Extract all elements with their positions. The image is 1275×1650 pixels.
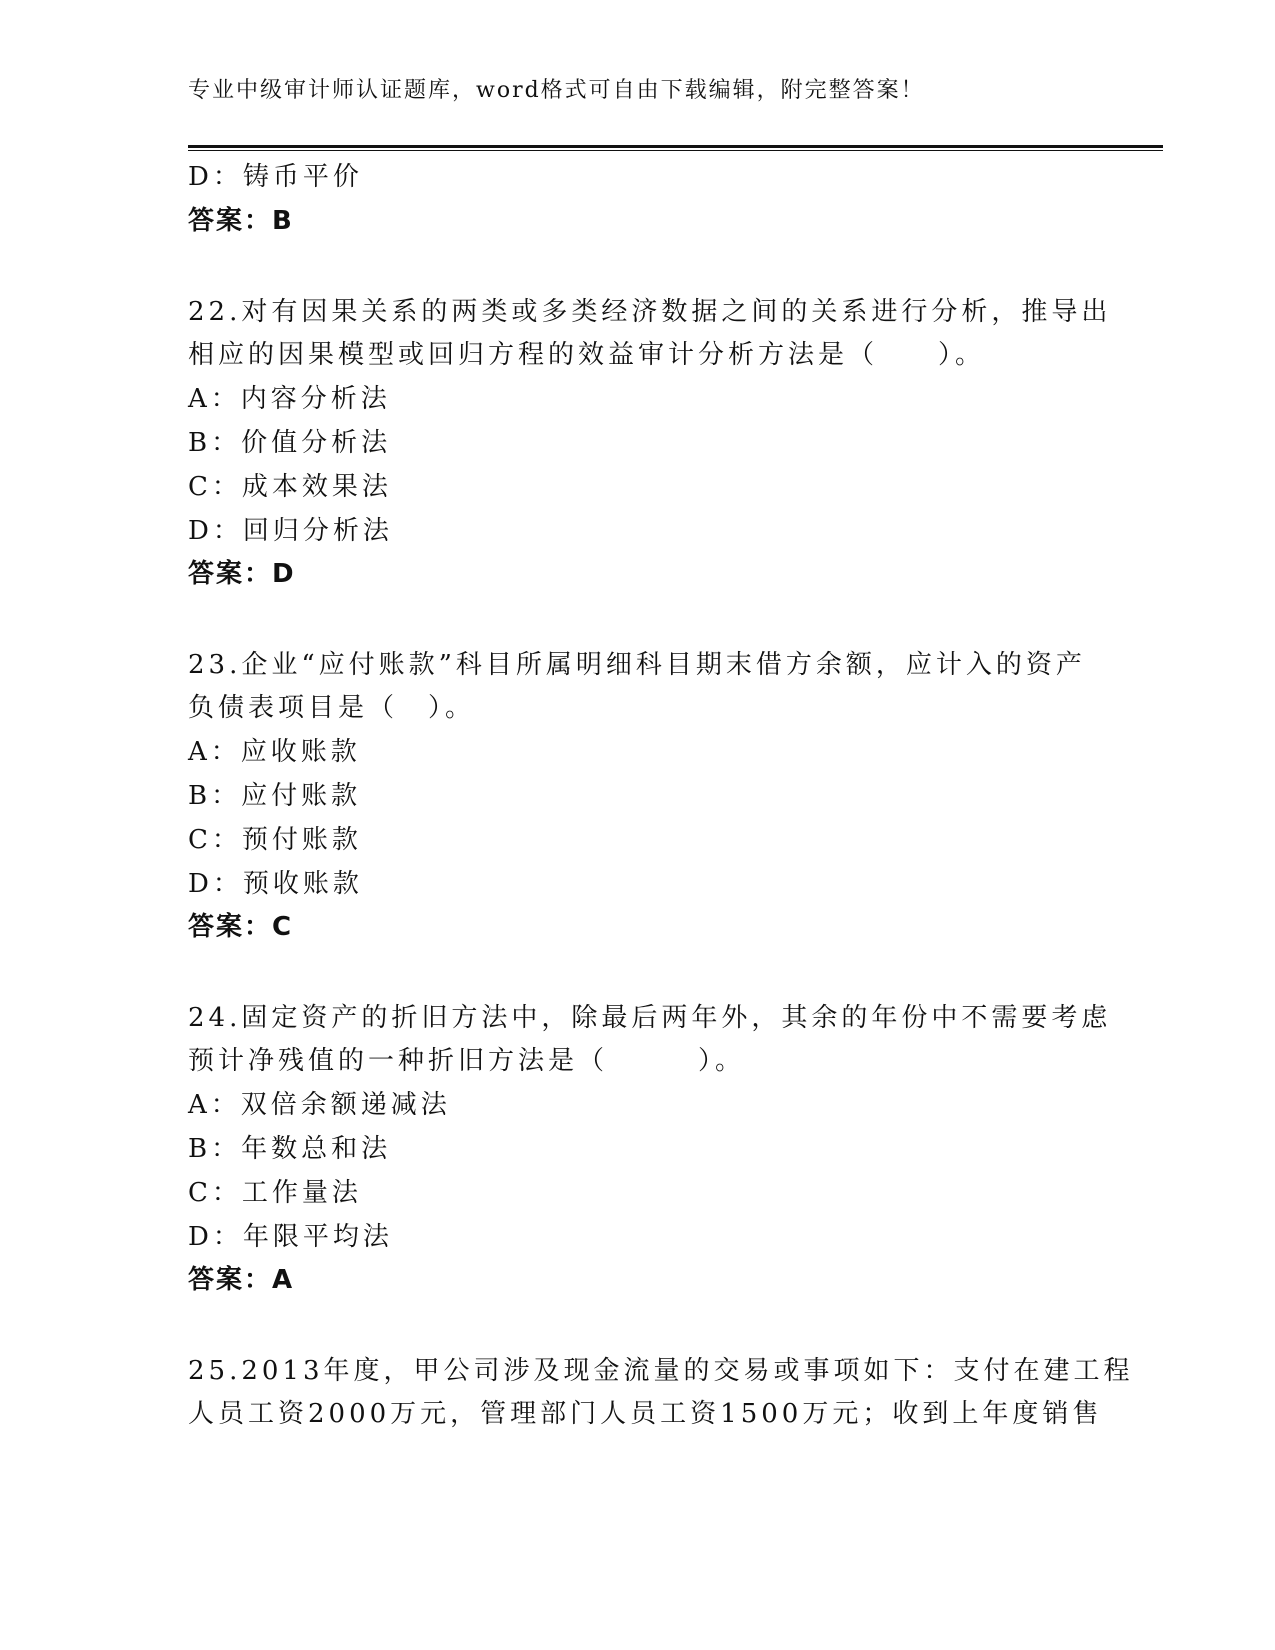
- q23-option-b: B：应付账款: [188, 781, 362, 811]
- q25-stem-line1: 25.2013年度，甲公司涉及现金流量的交易或事项如下：支付在建工程: [188, 1356, 1134, 1386]
- q21-option-d: D：铸币平价: [188, 162, 363, 192]
- header-divider: [188, 145, 1163, 148]
- page-header: 专业中级审计师认证题库，word格式可自由下载编辑，附完整答案！: [188, 78, 925, 103]
- q22-option-a: A：内容分析法: [188, 384, 391, 414]
- q22-answer: 答案：D: [188, 559, 296, 589]
- q23-option-a: A：应收账款: [188, 737, 361, 767]
- q24-option-d: D：年限平均法: [188, 1222, 393, 1252]
- q24-option-c: C：工作量法: [188, 1178, 362, 1208]
- q24-answer: 答案：A: [188, 1265, 295, 1295]
- q23-option-d: D：预收账款: [188, 869, 363, 899]
- q22-option-b: B：价值分析法: [188, 428, 392, 458]
- q24-option-a: A：双倍余额递减法: [188, 1090, 451, 1120]
- q23-stem-line1: 23.企业“应付账款”科目所属明细科目期末借方余额，应计入的资产: [188, 650, 1086, 680]
- q22-option-d: D：回归分析法: [188, 516, 393, 546]
- q23-option-c: C：预付账款: [188, 825, 362, 855]
- q22-stem-line1: 22.对有因果关系的两类或多类经济数据之间的关系进行分析，推导出: [188, 297, 1112, 327]
- q23-stem-line2: 负债表项目是（ ）。: [188, 693, 476, 723]
- q25-stem-line2: 人员工资2000万元，管理部门人员工资1500万元；收到上年度销售: [188, 1399, 1103, 1429]
- q22-stem-line2: 相应的因果模型或回归方程的效益审计分析方法是（ ）。: [188, 340, 986, 370]
- q24-stem-line1: 24.固定资产的折旧方法中，除最后两年外，其余的年份中不需要考虑: [188, 1003, 1112, 1033]
- q24-stem-line2: 预计净残值的一种折旧方法是（ ）。: [188, 1046, 746, 1076]
- q22-option-c: C：成本效果法: [188, 472, 392, 502]
- q21-answer: 答案：B: [188, 206, 294, 236]
- q24-option-b: B：年数总和法: [188, 1134, 392, 1164]
- q23-answer: 答案：C: [188, 912, 294, 942]
- header-divider-thin: [188, 150, 1163, 151]
